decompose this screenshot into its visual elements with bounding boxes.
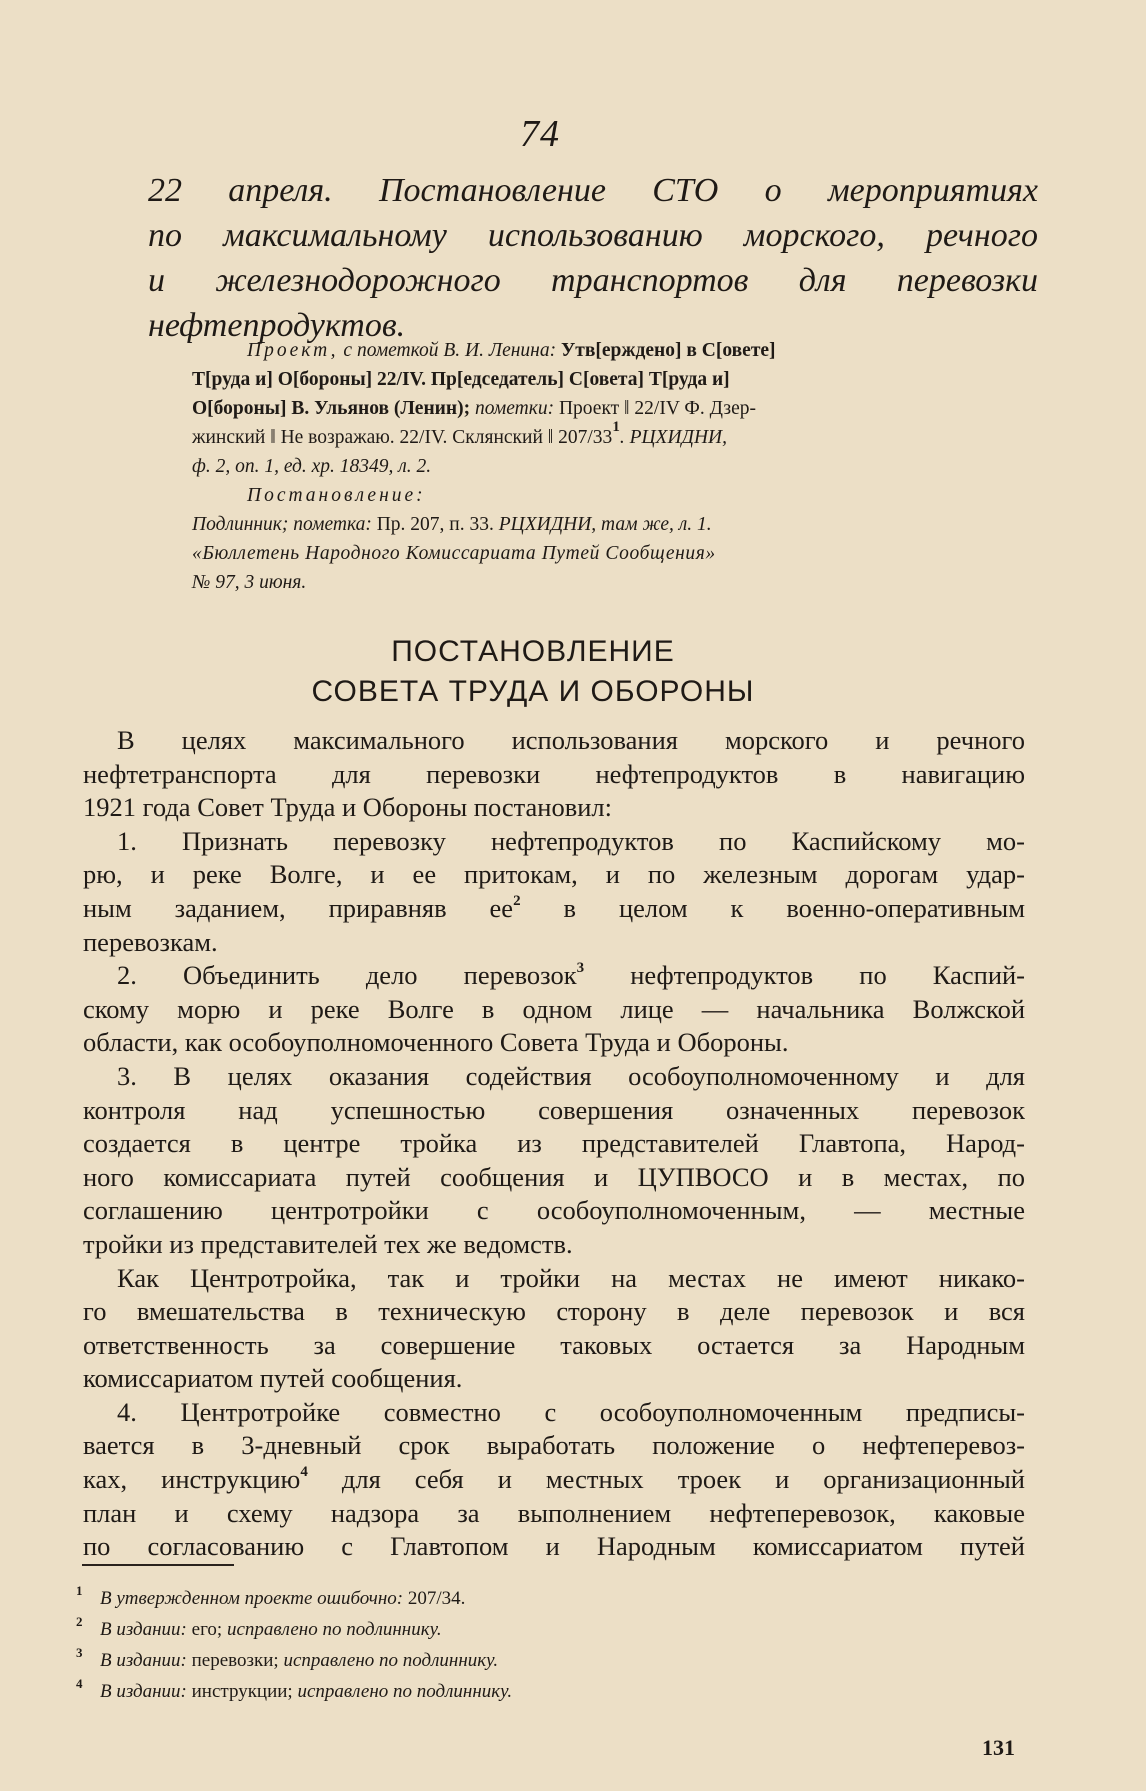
body-line: соглашению центротройки с особоуполномоченным, — местные [83, 1195, 1025, 1226]
body-line: области, как особоуполномоченного Совета Труда и Обороны. [83, 1027, 789, 1058]
source-text: О[бороны] В. Ульянов (Ленин); [192, 398, 471, 419]
heading-line: и железнодорожного транспортов для перевозки [148, 262, 1038, 299]
body-line: план и схему надзора за выполнением нефтеперевозок, каковые [83, 1497, 1025, 1528]
title-line: ПОСТАНОВЛЕНИЕ [391, 635, 675, 668]
footnote [76, 1671, 796, 1704]
source-text: жинский ‖ Не возражаю. 22/IV. Склянский ‖ 207/33 [192, 427, 613, 448]
body-line [83, 1463, 1025, 1497]
title-line: СОВЕТА ТРУДА И ОБОРОНЫ [311, 675, 755, 708]
footnote-number: 1 [76, 1583, 83, 1598]
footnote-text: его; [191, 1619, 227, 1640]
body-line: 1. Признать перевозку нефтепродуктов по Каспийскому мо- [117, 825, 1025, 856]
source-note [192, 336, 1030, 597]
source-text: Утв[ерждено] в С[овете] [560, 340, 776, 361]
source-text: Проект ‖ 22/IV Ф. Дзер- [558, 398, 756, 419]
heading-line: 22 апреля. Постановление СТО о мероприятиях [148, 172, 1038, 209]
body-text: ным заданием, приравняв ее [83, 892, 514, 923]
footnote-text: инструкции; [191, 1681, 298, 1702]
body-text: ках, инструкцию [83, 1464, 301, 1495]
body-text: для себя и местных троек и организационный [307, 1464, 1025, 1495]
body-text: в целом к военно-оперативным [520, 892, 1025, 923]
source-label: Проект, [247, 340, 339, 361]
footnote-number: 2 [76, 1614, 83, 1629]
body-line: создается в центре тройка из представителей Главтопа, Народ- [83, 1128, 1025, 1159]
body-text: нефтепродуктов по Каспий- [584, 960, 1026, 991]
source-line: № 97, 3 июня. [192, 572, 307, 593]
source-text: Пр. 207, п. 33. [376, 514, 499, 535]
source-text: Подлинник; пометка: [192, 514, 377, 535]
body-line: В целях максимального использования морского и речного [117, 725, 1025, 755]
footnote-text: 207/34. [407, 1588, 466, 1609]
source-line: «Бюллетень Народного Комиссариата Путей Сообщения» [192, 543, 716, 564]
footnote-ref: 3 [576, 960, 585, 977]
page-number: 131 [982, 1735, 1015, 1760]
heading-line: по максимальному использованию морского, речного [148, 217, 1038, 254]
document-number: 74 [520, 113, 560, 155]
body-line: контроля над успешностью совершения означенных перевозок [83, 1094, 1025, 1125]
body-line: перевозкам. [83, 926, 218, 957]
footnote [76, 1578, 796, 1611]
source-line [192, 394, 1030, 423]
footnote [76, 1609, 796, 1642]
footnote-text: В издании: [100, 1650, 192, 1671]
body-line [83, 892, 1025, 926]
resolution-title [0, 632, 1066, 712]
footnote-text: исправлено по подлиннику. [226, 1619, 442, 1640]
heading-line: нефтепродуктов. [148, 307, 406, 344]
footnote-text: перевозки; [191, 1650, 284, 1671]
footnote-ref: 4 [300, 1464, 308, 1481]
source-text: с пометкой В. И. Ленина: [338, 340, 561, 361]
body-line [83, 959, 1025, 993]
resolution-body [83, 724, 1025, 1564]
body-text: 2. Объединить дело перевозок [117, 960, 577, 991]
source-line [192, 419, 1030, 452]
source-line: ф. 2, оп. 1, ед. хр. 18349, л. 2. [192, 456, 432, 477]
footnote-text: В издании: [100, 1681, 192, 1702]
body-line: комиссариатом путей сообщения. [83, 1363, 463, 1394]
footnote-text: исправлено по подлиннику. [297, 1681, 513, 1702]
body-line: го вмешательства в техническую сторону в деле перевозок и вся [83, 1296, 1025, 1327]
source-text: пометки: [470, 398, 559, 419]
footnote-number: 3 [76, 1645, 83, 1660]
source-line [192, 336, 1030, 365]
body-line: 1921 года Совет Труда и Обороны постановил: [83, 792, 612, 823]
footnote-text: В утвержденном проекте ошибочно: [100, 1588, 408, 1609]
body-line: вается в 3-дневный срок выработать положение о нефтеперевоз- [83, 1430, 1025, 1461]
document-heading [148, 168, 1038, 348]
footnote-ref: 1 [612, 419, 620, 435]
body-line: 4. Центротройке совместно с особоуполномоченным предписы- [117, 1396, 1025, 1427]
body-line: тройки из представителей тех же ведомств. [83, 1228, 573, 1259]
source-line [192, 510, 1030, 539]
source-text: РЦХИДНИ, там же, л. 1. [498, 514, 712, 535]
body-line: по согласованию с Главтопом и Народным комиссариатом путей [83, 1531, 1025, 1562]
footnote-ref: 2 [513, 892, 521, 909]
body-line: ответственность за совершение таковых остается за Народным [83, 1329, 1025, 1360]
source-label: Постановление: [247, 485, 426, 506]
source-line: Т[руда и] О[бороны] 22/IV. Пр[едседатель] С[овета] Т[руда и] [192, 369, 730, 390]
body-line: рю, и реке Волге, и ее притокам, и по железным дорогам удар- [83, 859, 1025, 890]
footnote-number: 4 [76, 1676, 83, 1691]
footnote [76, 1640, 796, 1673]
footnote-divider [82, 1564, 234, 1566]
body-line: 3. В целях оказания содействия особоуполномоченному и для [117, 1060, 1025, 1091]
body-line: ного комиссариата путей сообщения и ЦУПВОСО и в местах, по [83, 1161, 1025, 1192]
body-line: Как Центротройка, так и тройки на местах не имеют никако- [117, 1262, 1025, 1293]
footnote-text: исправлено по подлиннику. [283, 1650, 499, 1671]
body-line: нефтетранспорта для перевозки нефтепродуктов в навигацию [83, 758, 1025, 789]
source-text: . РЦХИДНИ, [619, 427, 727, 448]
body-line: скому морю и реке Волге в одном лице — начальника Волжской [83, 993, 1025, 1024]
footnote-text: В издании: [100, 1619, 192, 1640]
